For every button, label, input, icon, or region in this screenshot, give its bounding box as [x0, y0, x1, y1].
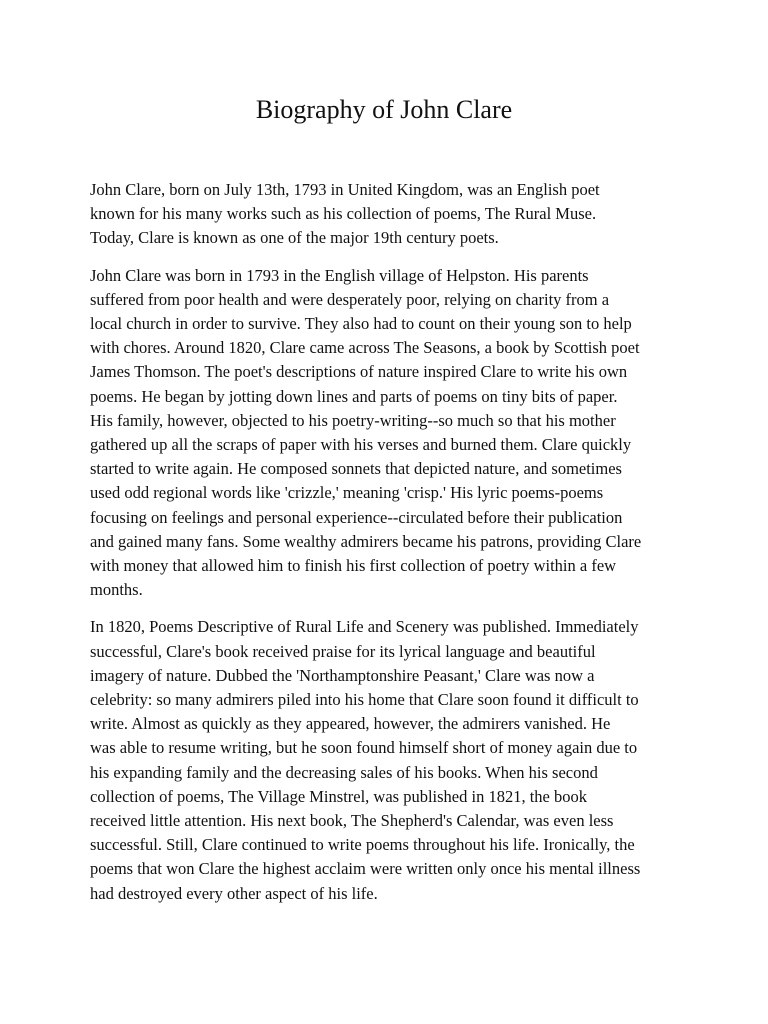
text-line: focusing on feelings and personal experience--circulated before their publication [90, 507, 623, 527]
text-line: with chores. Around 1820, Clare came across The Seasons, a book by Scottish poet [90, 338, 640, 358]
text-line: imagery of nature. Dubbed the 'Northamptonshire Peasant,' Clare was now a [90, 665, 595, 685]
text-line: received little attention. His next book, The Shepherd's Calendar, was even less [90, 811, 614, 831]
body-paragraph [90, 264, 688, 603]
text-line: known for his many works such as his collection of poems, The Rural Muse. [90, 204, 597, 224]
text-line: gathered up all the scraps of paper with his verses and burned them. Clare quickly [90, 435, 632, 455]
page-title: Biography of John Clare [255, 95, 513, 124]
text-line: successful, Clare's book received praise for its lyrical language and beautiful [90, 641, 596, 661]
text-line: his expanding family and the decreasing sales of his books. When his second [90, 762, 598, 782]
text-line: was able to resume writing, but he soon found himself short of money again due to [90, 738, 638, 758]
text-line: Today, Clare is known as one of the major 19th century poets. [90, 228, 499, 248]
text-line: James Thomson. The poet's descriptions of nature inspired Clare to write his own [90, 362, 628, 382]
text-line: collection of poems, The Village Minstrel, was published in 1821, the book [90, 786, 587, 806]
text-line: His family, however, objected to his poetry-writing--so much so that his mother [90, 410, 616, 430]
text-line: poems. He began by jotting down lines and parts of poems on tiny bits of paper. [90, 386, 618, 406]
text-line: suffered from poor health and were desperately poor, relying on charity from a [90, 289, 610, 309]
text-line: John Clare was born in 1793 in the English village of Helpston. His parents [90, 265, 589, 285]
body-paragraph [90, 178, 688, 251]
text-line: successful. Still, Clare continued to write poems throughout his life. Ironically, the [90, 835, 635, 855]
text-line: had destroyed every other aspect of his life. [90, 883, 378, 903]
text-line: started to write again. He composed sonnets that depicted nature, and sometimes [90, 459, 622, 479]
text-line: used odd regional words like 'crizzle,' meaning 'crisp.' His lyric poems-poems [90, 483, 604, 503]
text-line: with money that allowed him to finish his first collection of poetry within a few [90, 556, 617, 576]
text-line: John Clare, born on July 13th, 1793 in United Kingdom, was an English poet [90, 180, 600, 199]
text-line: write. Almost as quickly as they appeared, however, the admirers vanished. He [90, 714, 611, 734]
body-paragraph [90, 615, 688, 905]
text-line: celebrity: so many admirers piled into his home that Clare soon found it difficult to [90, 690, 639, 710]
text-line: and gained many fans. Some wealthy admirers became his patrons, providing Clare [90, 531, 642, 551]
text-line: poems that won Clare the highest acclaim were written only once his mental illness [90, 859, 641, 879]
document-body [90, 178, 688, 919]
text-line: months. [90, 580, 143, 600]
text-line: local church in order to survive. They also had to count on their young son to help [90, 314, 632, 334]
text-line: In 1820, Poems Descriptive of Rural Life and Scenery was published. Immediately [90, 617, 639, 637]
